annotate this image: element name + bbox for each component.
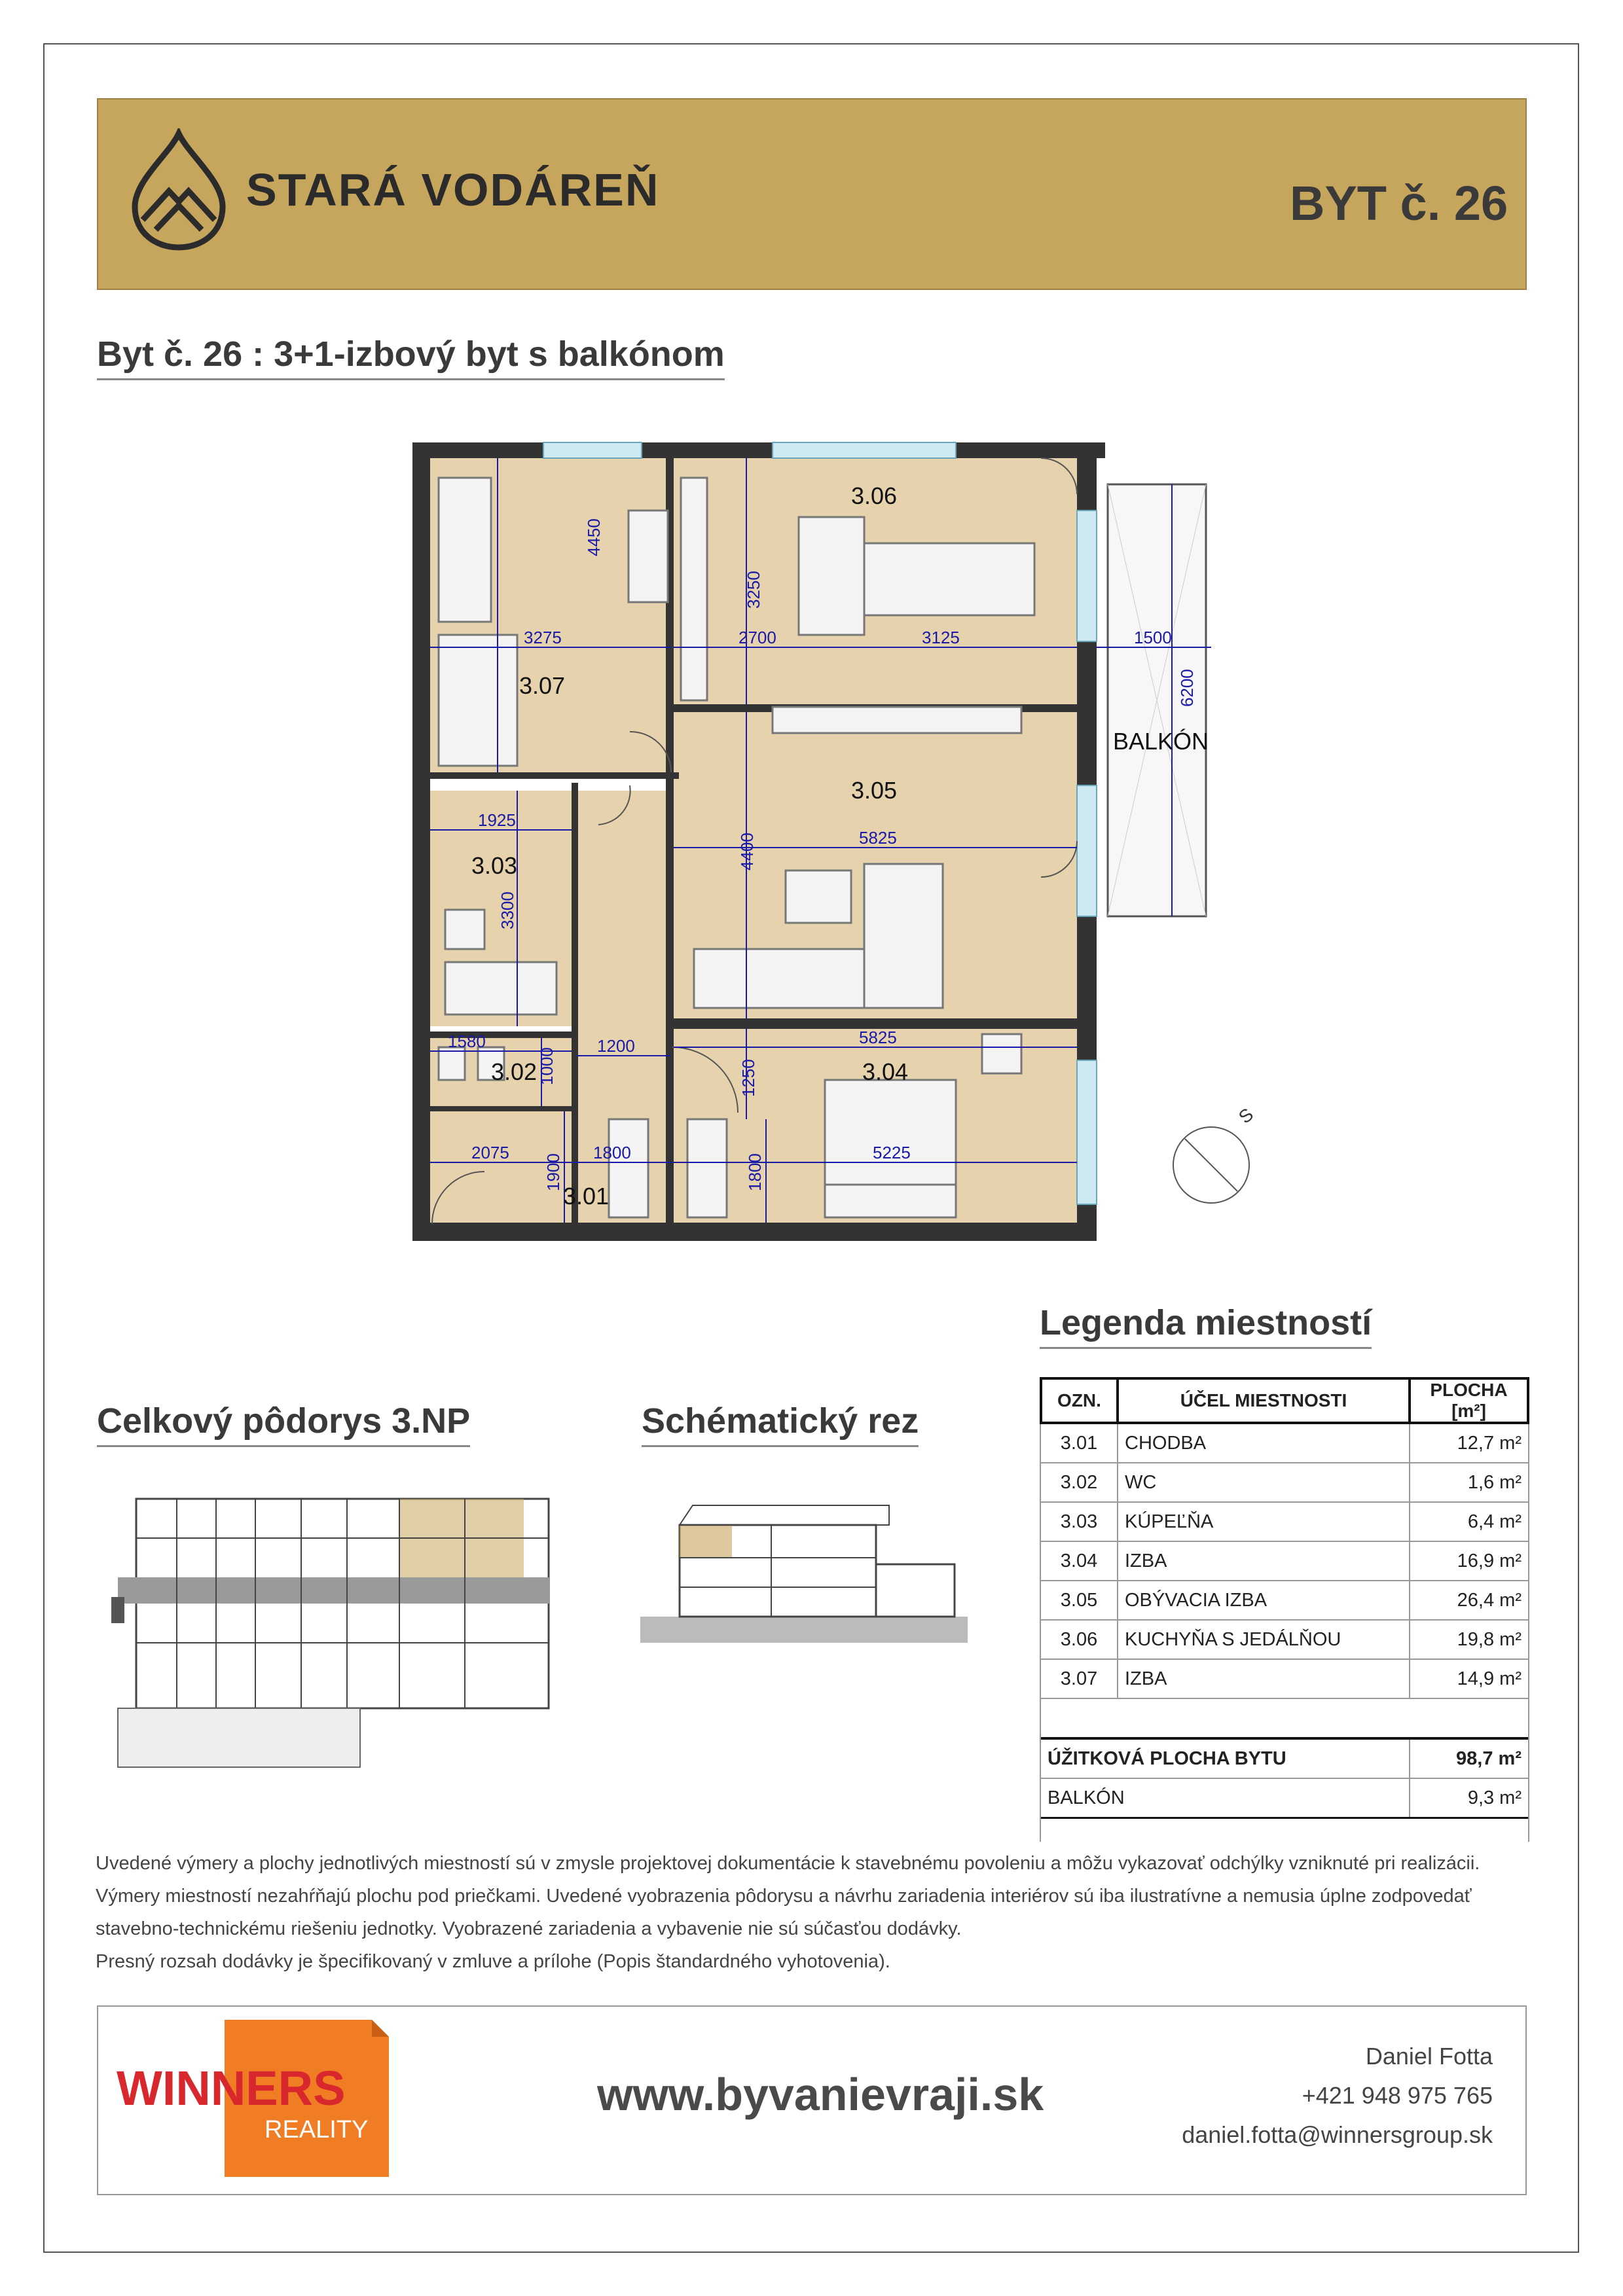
room-code: 3.02 [1041, 1463, 1118, 1502]
table-row [1041, 1502, 1528, 1541]
winners-reality-logo [117, 2020, 389, 2177]
room-name: WC [1118, 1463, 1410, 1502]
disclaimer [96, 1847, 1529, 1978]
dim-label: 5825 [859, 828, 897, 848]
room-area: 14,9 m² [1410, 1659, 1528, 1698]
contact-name: Daniel Fotta [1365, 2043, 1493, 2070]
room-label-3-07: 3.07 [519, 672, 566, 699]
total-area: 98,7 m² [1410, 1738, 1528, 1778]
room-area: 26,4 m² [1410, 1581, 1528, 1620]
col-plocha-label: PLOCHA [1430, 1380, 1508, 1400]
room-code: 3.04 [1041, 1541, 1118, 1581]
room-name: IZBA [1118, 1541, 1410, 1581]
spacer-row [1041, 1698, 1528, 1738]
dim-label: 1800 [745, 1153, 765, 1191]
dim-label: 3125 [922, 628, 960, 647]
dim-label: 1580 [448, 1031, 486, 1051]
room-code: 3.05 [1041, 1581, 1118, 1620]
table-row [1041, 1541, 1528, 1581]
room-name: CHODBA [1118, 1423, 1410, 1463]
dim-label: 1900 [543, 1153, 563, 1191]
col-plocha-unit: [m²] [1451, 1401, 1486, 1421]
winners-logo-sub: REALITY [264, 2116, 369, 2144]
disclaimer-line: stavebno-technickému riešeniu jednotky. Vyobrazené zariadenia a vybavenie nie sú súčasťou dodávky. [96, 1918, 962, 1939]
apartment-subtitle: Byt č. 26 : 3+1-izbový byt s balkónom [97, 334, 725, 380]
room-label-3-02: 3.02 [491, 1058, 538, 1085]
balcony-label: BALKÓN [1041, 1778, 1410, 1818]
dim-label: 2700 [739, 628, 776, 647]
table-row [1041, 1423, 1528, 1463]
dim-label: 4450 [584, 518, 604, 556]
brand-name: STARÁ VODÁREŇ [246, 164, 660, 215]
room-name: OBÝVACIA IZBA [1118, 1581, 1410, 1620]
col-ozn: OZN. [1041, 1378, 1118, 1423]
dim-label: 1000 [537, 1047, 556, 1085]
room-area: 19,8 m² [1410, 1620, 1528, 1659]
compass-label: S [1234, 1103, 1258, 1128]
total-label: ÚŽITKOVÁ PLOCHA BYTU [1041, 1738, 1410, 1778]
room-area: 6,4 m² [1410, 1502, 1528, 1541]
dim-label: 6200 [1177, 669, 1197, 707]
disclaimer-line: Presný rozsah dodávky je špecifikovaný v zmluve a prílohe (Popis štandardného vyhotovenia). [96, 1951, 890, 1972]
table-row [1041, 1581, 1528, 1620]
dim-label: 5225 [873, 1143, 911, 1162]
col-ucel: ÚČEL MIESTNOSTI [1118, 1378, 1410, 1423]
col-plocha [1410, 1378, 1528, 1423]
room-code: 3.01 [1041, 1423, 1118, 1463]
dim-label: 1800 [593, 1143, 631, 1162]
room-code: 3.06 [1041, 1620, 1118, 1659]
overview-title: Celkový pôdorys 3.NP [97, 1401, 470, 1447]
dim-label: 5825 [859, 1028, 897, 1047]
room-label-balcony: BALKÓN [1113, 728, 1209, 755]
total-row [1041, 1738, 1528, 1778]
section-title: Schématický rez [642, 1401, 919, 1447]
disclaimer-line: Uvedené výmery a plochy jednotlivých miestností sú v zmysle projektovej dokumentácie k stavebnému povoleniu a môžu vykazovať odchýlky vzniknuté pri realizácii. [96, 1853, 1480, 1874]
room-label-3-06: 3.06 [851, 482, 898, 509]
room-code: 3.03 [1041, 1502, 1118, 1541]
room-code: 3.07 [1041, 1659, 1118, 1698]
room-area: 16,9 m² [1410, 1541, 1528, 1581]
room-name: KUCHYŇA S JEDÁLŇOU [1118, 1620, 1410, 1659]
room-label-3-03: 3.03 [471, 852, 518, 879]
apartment-number: BYT č. 26 [1290, 176, 1508, 230]
compass-icon [1173, 1104, 1257, 1203]
room-area: 1,6 m² [1410, 1463, 1528, 1502]
room-label-3-01: 3.01 [563, 1183, 610, 1210]
balcony-row [1041, 1778, 1528, 1818]
dim-label: 3275 [524, 628, 562, 647]
dim-label: 1925 [478, 810, 516, 830]
room-label-3-04: 3.04 [862, 1058, 909, 1085]
dim-label: 2075 [471, 1143, 509, 1162]
stara-vodaren-logo-icon [123, 128, 234, 253]
floor-overview-plan [111, 1486, 556, 1774]
website-link[interactable]: www.byvanievraji.sk [597, 2069, 1044, 2120]
room-name: KÚPEĽŇA [1118, 1502, 1410, 1541]
legend-title: Legenda miestností [1040, 1302, 1372, 1349]
table-row [1041, 1463, 1528, 1502]
floor-plan [367, 419, 1270, 1283]
dim-label: 1500 [1134, 628, 1172, 647]
schematic-section [640, 1486, 968, 1643]
room-label-3-05: 3.05 [851, 777, 898, 804]
contact-phone[interactable]: +421 948 975 765 [1302, 2082, 1493, 2109]
dim-label: 1250 [739, 1059, 758, 1097]
dim-label: 3250 [744, 571, 763, 609]
dim-label: 4400 [737, 833, 757, 870]
contact-email[interactable]: daniel.fotta@winnersgroup.sk [1182, 2121, 1493, 2148]
balcony-area: 9,3 m² [1410, 1778, 1528, 1818]
table-row [1041, 1620, 1528, 1659]
room-area: 12,7 m² [1410, 1423, 1528, 1463]
room-legend-table [1040, 1377, 1529, 1819]
table-row [1041, 1659, 1528, 1698]
dim-label: 1200 [597, 1036, 635, 1056]
dim-label: 3300 [498, 891, 517, 929]
disclaimer-line: Výmery miestností nezahŕňajú plochu pod priečkami. Uvedené vyobrazenia pôdorysu a návrhu zariadenia interiérov sú iba ilustratívne a nemusia úplne zodpovedať [96, 1886, 1472, 1907]
contact-block [1152, 2037, 1493, 2155]
legend-header-row [1041, 1378, 1528, 1423]
room-name: IZBA [1118, 1659, 1410, 1698]
winners-logo-text: WINNERS [117, 2061, 346, 2115]
